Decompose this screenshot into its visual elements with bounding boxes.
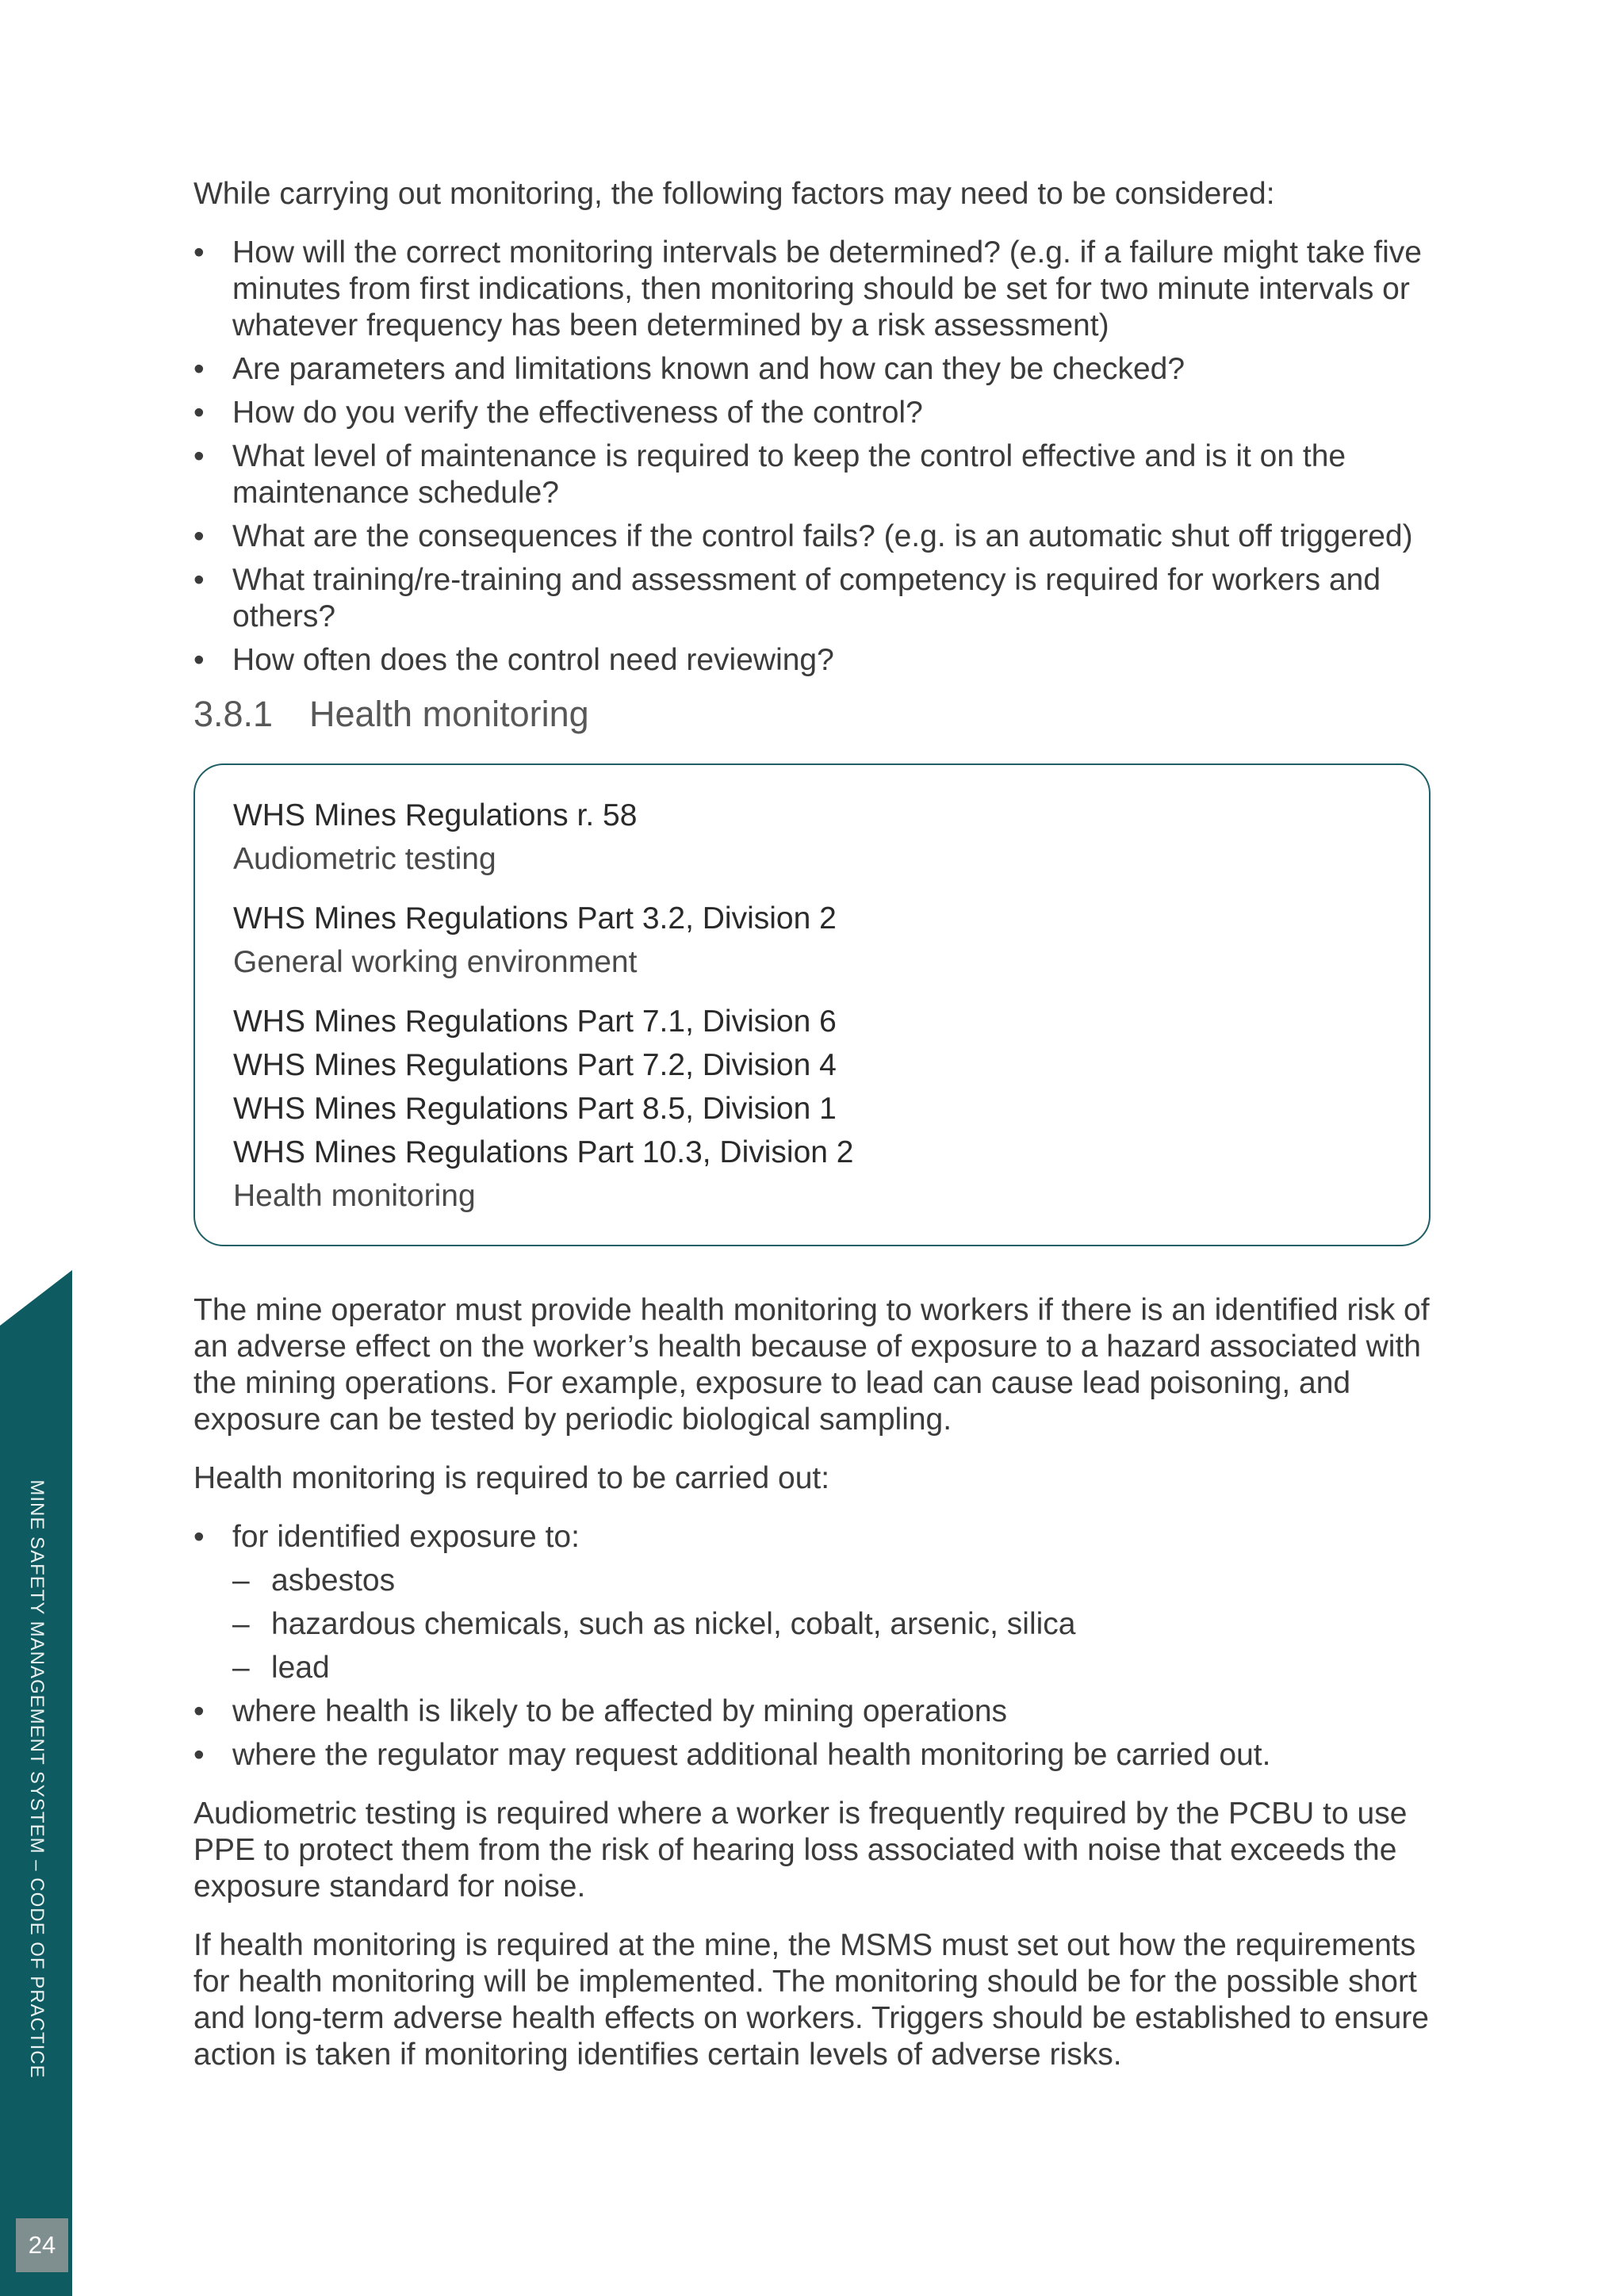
- list-item: • How do you verify the effectiveness of the control?: [193, 396, 923, 430]
- bullet-icon: •: [193, 1520, 205, 1554]
- bullet-icon: •: [193, 519, 205, 553]
- list-item: • What training/re-training and assessment of competency is required for workers and others?: [193, 563, 1381, 633]
- bullet-icon: •: [193, 352, 205, 386]
- list-item: • What are the consequences if the control fails? (e.g. is an automatic shut off triggered): [193, 519, 1413, 553]
- exposure-sublist: [232, 1563, 1431, 1686]
- regulation-group: [233, 897, 1391, 984]
- bullet-icon: •: [193, 235, 205, 270]
- main-content: [193, 176, 1431, 2073]
- section-number: 3.8.1: [193, 694, 274, 734]
- body-paragraph: If health monitoring is required at the mine, the MSMS must set out how the requirements for health monitoring will be implemented. The monitoring should be for the possible short and long-term adverse health effects on workers. Triggers should be established to ensure action is taken if monitoring identifies certain levels of adverse risks.: [193, 1928, 1430, 2072]
- list-item: • where health is likely to be affected by mining operations: [193, 1694, 1008, 1728]
- dash-icon: –: [232, 1607, 250, 1641]
- bullet-icon: •: [193, 1694, 205, 1728]
- bullet-icon: •: [193, 563, 205, 597]
- bullet-icon: •: [193, 396, 205, 430]
- regulation-reference: WHS Mines Regulations Part 3.2, Division 2: [233, 901, 837, 936]
- list-item: • where the regulator may request additional health monitoring be carried out.: [193, 1738, 1271, 1772]
- sublist-item: – hazardous chemicals, such as nickel, cobalt, arsenic, silica: [232, 1607, 1076, 1641]
- body-paragraph: Audiometric testing is required where a worker is frequently required by the PCBU to use PPE to protect them from the risk of hearing loss associated with noise that exceeds the exposure standard for noise.: [193, 1797, 1408, 1904]
- page-number: 24: [16, 2218, 68, 2272]
- dash-icon: –: [232, 1563, 250, 1598]
- list-item: • for identified exposure to: – asbestos – hazardous chemicals, such as nickel, cobalt, arsenic, silica – lead: [193, 1519, 1431, 1686]
- bullet-icon: •: [193, 1738, 205, 1772]
- requirements-list: [193, 1519, 1431, 1774]
- list-item: • What level of maintenance is required to keep the control effective and is it on the maintenance schedule?: [193, 439, 1346, 510]
- list-item: • How will the correct monitoring intervals be determined? (e.g. if a failure might take five minutes from first indications, then monitoring should be set for two minute intervals or whatever frequency has been determined by a risk assessment): [193, 235, 1422, 342]
- sublist-item: – asbestos: [232, 1563, 396, 1598]
- intro-paragraph: While carrying out monitoring, the following factors may need to be considered:: [193, 177, 1275, 211]
- regulation-reference: WHS Mines Regulations Part 7.1, Division 6: [233, 1004, 837, 1039]
- sublist-item: – lead: [232, 1651, 330, 1685]
- regulation-subject: Health monitoring: [233, 1179, 476, 1213]
- regulation-group: [233, 1000, 1391, 1218]
- regulation-reference: WHS Mines Regulations Part 10.3, Division 2: [233, 1135, 854, 1169]
- bullet-icon: •: [193, 439, 205, 473]
- regulation-reference: WHS Mines Regulations Part 8.5, Division 1: [233, 1092, 837, 1126]
- dash-icon: –: [232, 1651, 250, 1685]
- regulation-subject: Audiometric testing: [233, 842, 496, 876]
- body-paragraph: The mine operator must provide health monitoring to workers if there is an identified risk of an adverse effect on the worker’s health because of exposure to a hazard associated with the mining operations. For example, exposure to lead can cause lead poisoning, and exposure can be tested by periodic biological sampling.: [193, 1293, 1430, 1437]
- regulation-reference: WHS Mines Regulations r. 58: [233, 798, 638, 832]
- document-title-vertical: MINE SAFETY MANAGEMENT SYSTEM – CODE OF PRACTICE: [26, 1479, 48, 2079]
- section-heading: [193, 692, 1431, 737]
- regulation-group: [233, 794, 1391, 881]
- body-paragraph: Health monitoring is required to be carried out:: [193, 1461, 830, 1495]
- regulations-box: [193, 763, 1431, 1246]
- bullet-icon: •: [193, 643, 205, 677]
- list-item: • Are parameters and limitations known and how can they be checked?: [193, 352, 1185, 386]
- section-title: Health monitoring: [309, 694, 589, 734]
- side-band-notch: [0, 1270, 72, 1326]
- regulation-subject: General working environment: [233, 945, 638, 979]
- regulation-reference: WHS Mines Regulations Part 7.2, Division 4: [233, 1048, 837, 1082]
- list-item: • How often does the control need reviewing?: [193, 643, 834, 677]
- factors-list: [193, 235, 1431, 679]
